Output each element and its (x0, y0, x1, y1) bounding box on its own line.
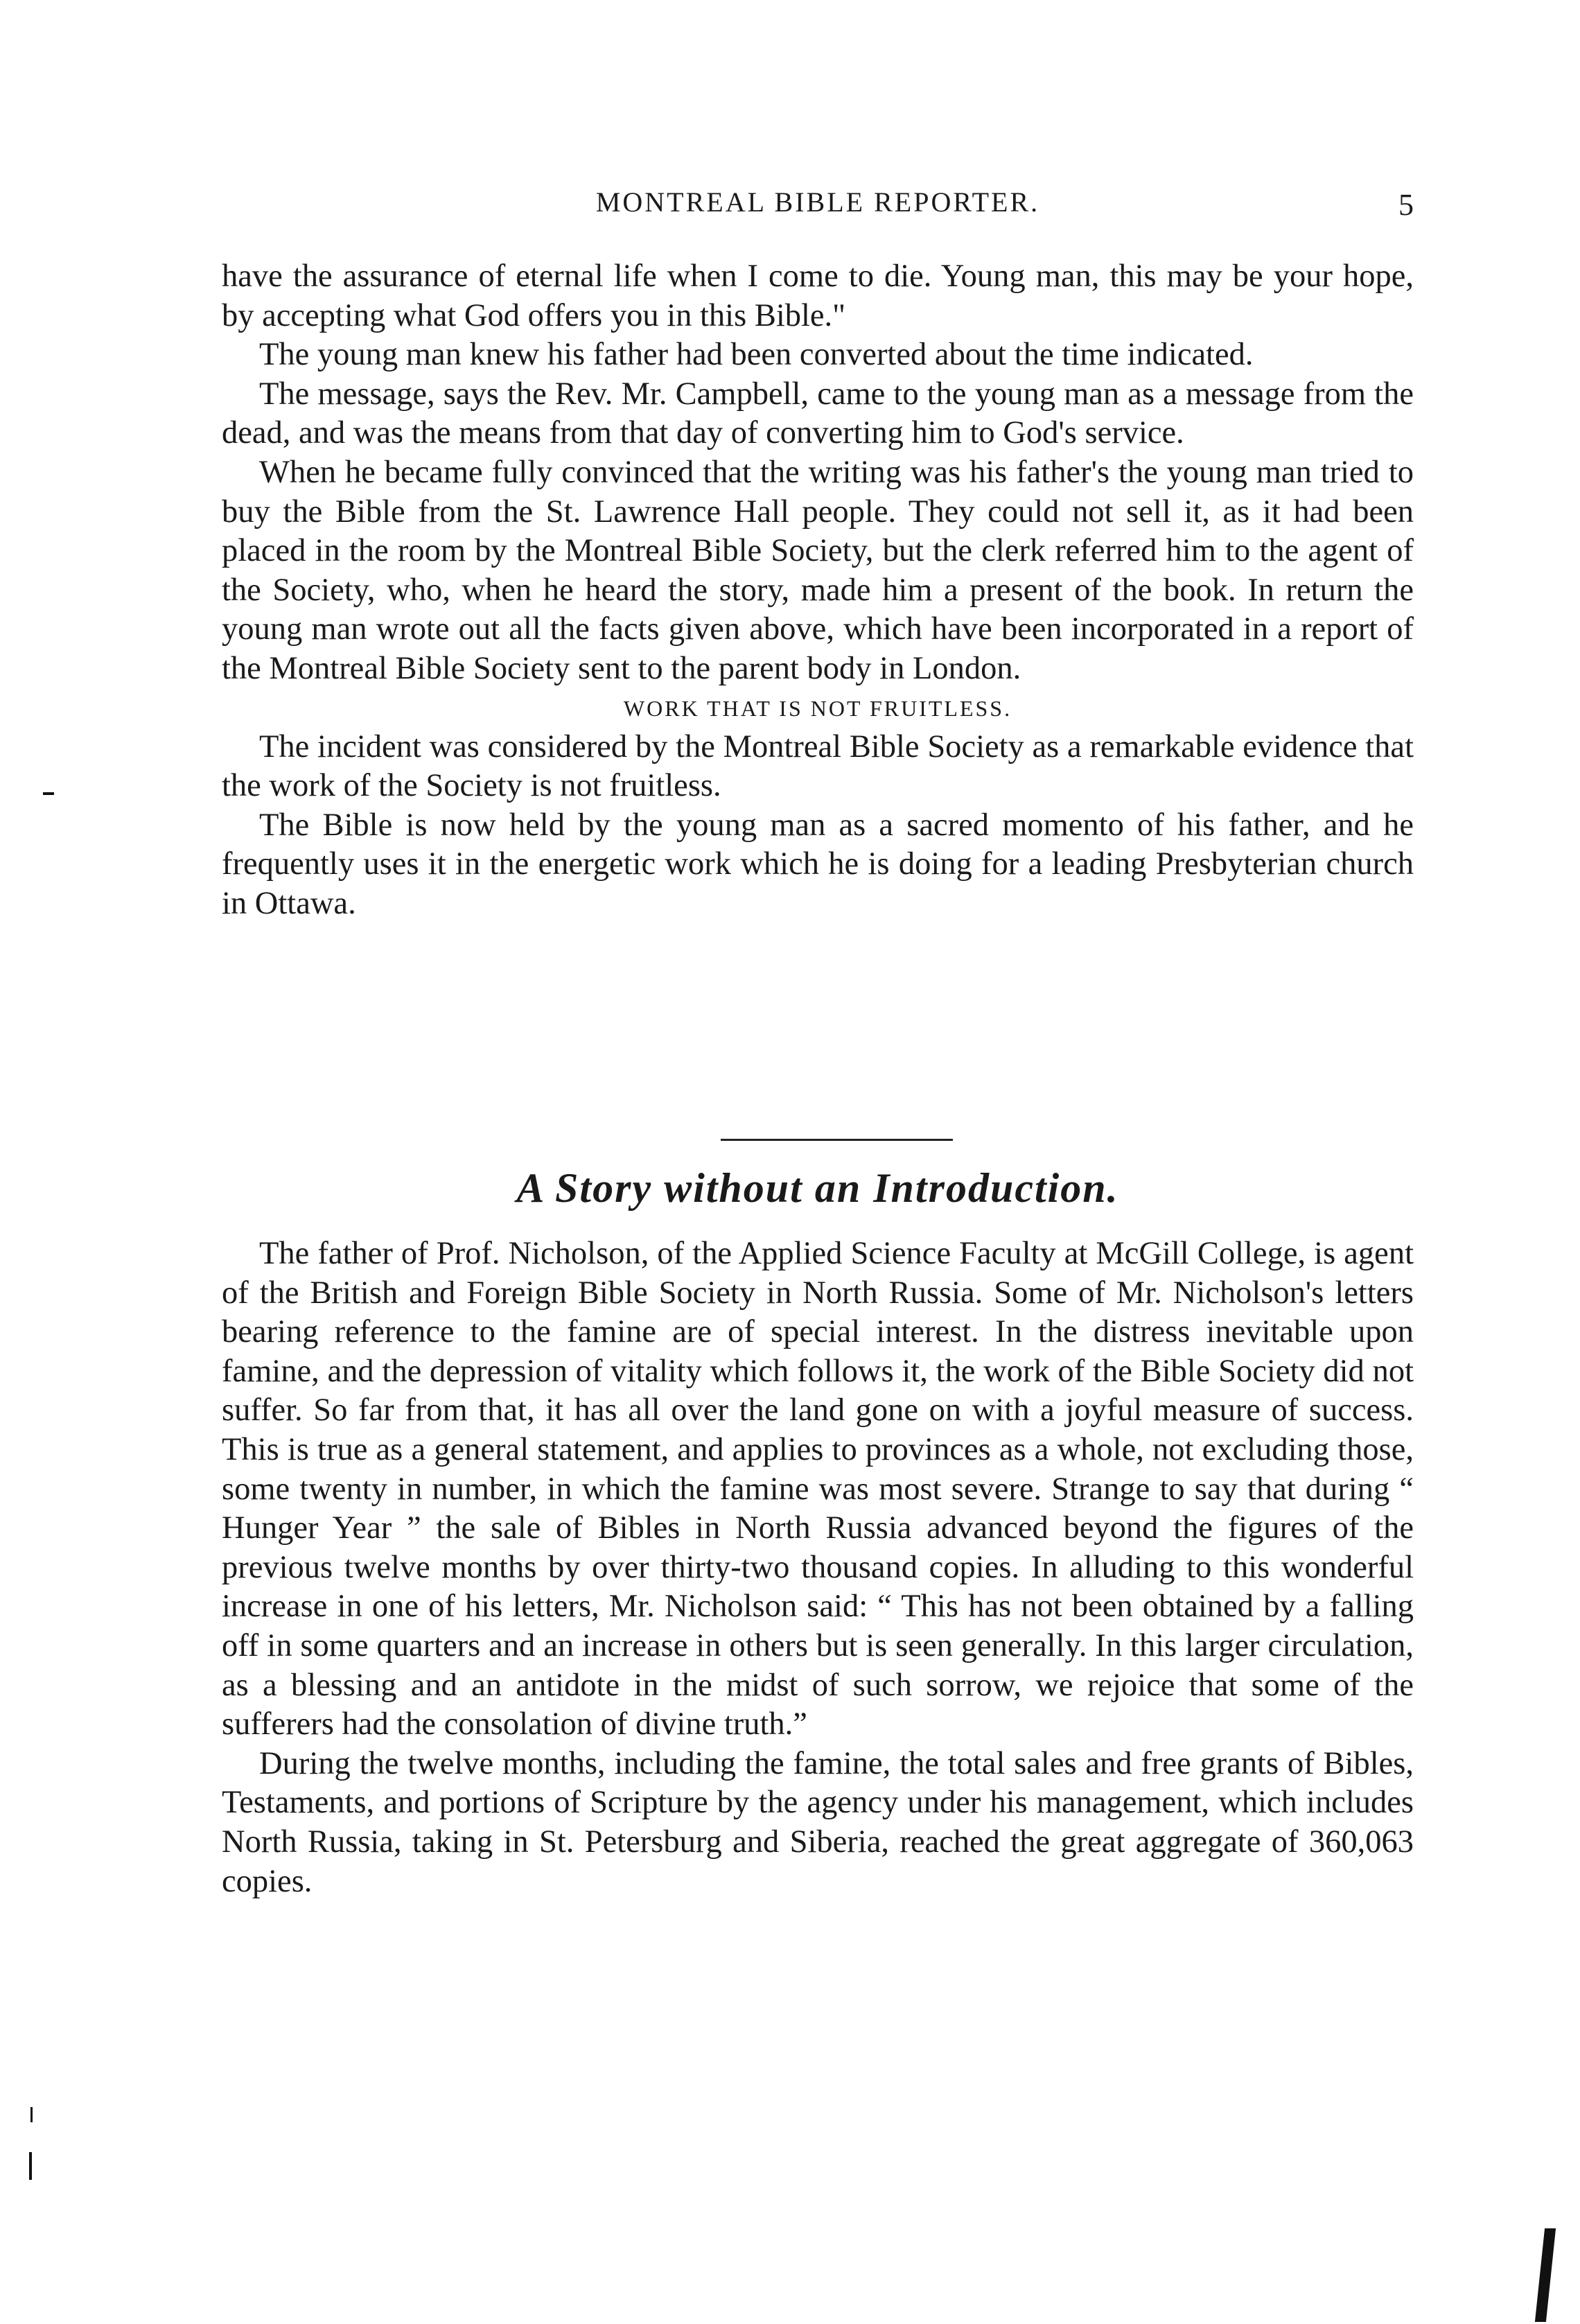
paragraph: When he became fully convinced that the writing was his father's the young man tried to buy the Bible from the St. Lawrence Hall people. They could not sell it, as it had been placed in the room by the Montreal Bible Society, but the clerk referred him to the agent of the Society, who, when he heard the story, made him a present of the book. In return the young man wrote out all the facts given above, which have been incorporated in a report of the Montreal Bible Society sent to the parent body in London. (222, 454, 1414, 686)
story-title: A Story without an Introduction. (516, 1165, 1119, 1211)
section-subheading: WORK THAT IS NOT FRUITLESS. (623, 695, 1012, 721)
paragraph: The father of Prof. Nicholson, of the Applied Science Faculty at McGill College, is agent of the British and Foreign Bible Society in North Russia. Some of Mr. Nicholson's letters bearing reference to the famine are of special interest. In the distress inevitable upon famine, and the depression of vitality which follows it, the work of the Bible Society did not suffer. So far from that, it has all over the land gone on with a joyful measure of success. This is true as a general statement, and applies to provinces as a whole, not excluding those, some twenty in number, in which the famine was most severe. Strange to say that during “ Hunger Year ” the sale of Bibles in North Russia advanced beyond the figures of the previous twelve months by over thirty-two thousand copies. In alluding to this wonderful increase in one of his letters, Mr. Nicholson said: “ This has not been obtained by a falling off in some quarters and an increase in others but is seen generally. In this larger circulation, as a blessing and an antidote in the midst of such sorrow, we rejoice that some of the sufferers had the consolation of divine truth.” (222, 1236, 1414, 1742)
page-header (222, 186, 1414, 227)
margin-mark (43, 792, 54, 795)
article-continuation (222, 257, 1414, 924)
margin-mark (29, 2152, 32, 2180)
running-title: MONTREAL BIBLE REPORTER. (595, 186, 1040, 218)
page-number: 5 (1398, 188, 1414, 222)
paragraph: During the twelve months, including the famine, the total sales and free grants of Bibles, Testaments, and portions of Scripture by the agency under his management, which includes North Russia, taking in St. Petersburg and Siberia, reached the great aggregate of 360,063 copies. (222, 1745, 1414, 1899)
paragraph: The Bible is now held by the young man as a sacred momento of his father, and he frequently uses it in the energetic work which he is doing for a leading Presbyterian church in Ottawa. (222, 807, 1414, 921)
paragraph: have the assurance of eternal life when I come to die. Young man, this may be your hope, by accepting what God offers you in this Bible." (222, 259, 1414, 333)
paragraph: The incident was considered by the Montreal Bible Society as a remarkable evidence that the work of the Society is not fruitless. (222, 728, 1414, 804)
paragraph: The young man knew his father had been converted about the time indicated. (259, 337, 1254, 373)
paragraph: The message, says the Rev. Mr. Campbell, came to the young man as a message from the dead, and was the means from that day of converting him to God's service. (222, 376, 1414, 451)
story-body (222, 1234, 1414, 1901)
edge-mark (1535, 2228, 1556, 2322)
margin-mark (30, 2107, 33, 2122)
section-divider (721, 1139, 953, 1141)
